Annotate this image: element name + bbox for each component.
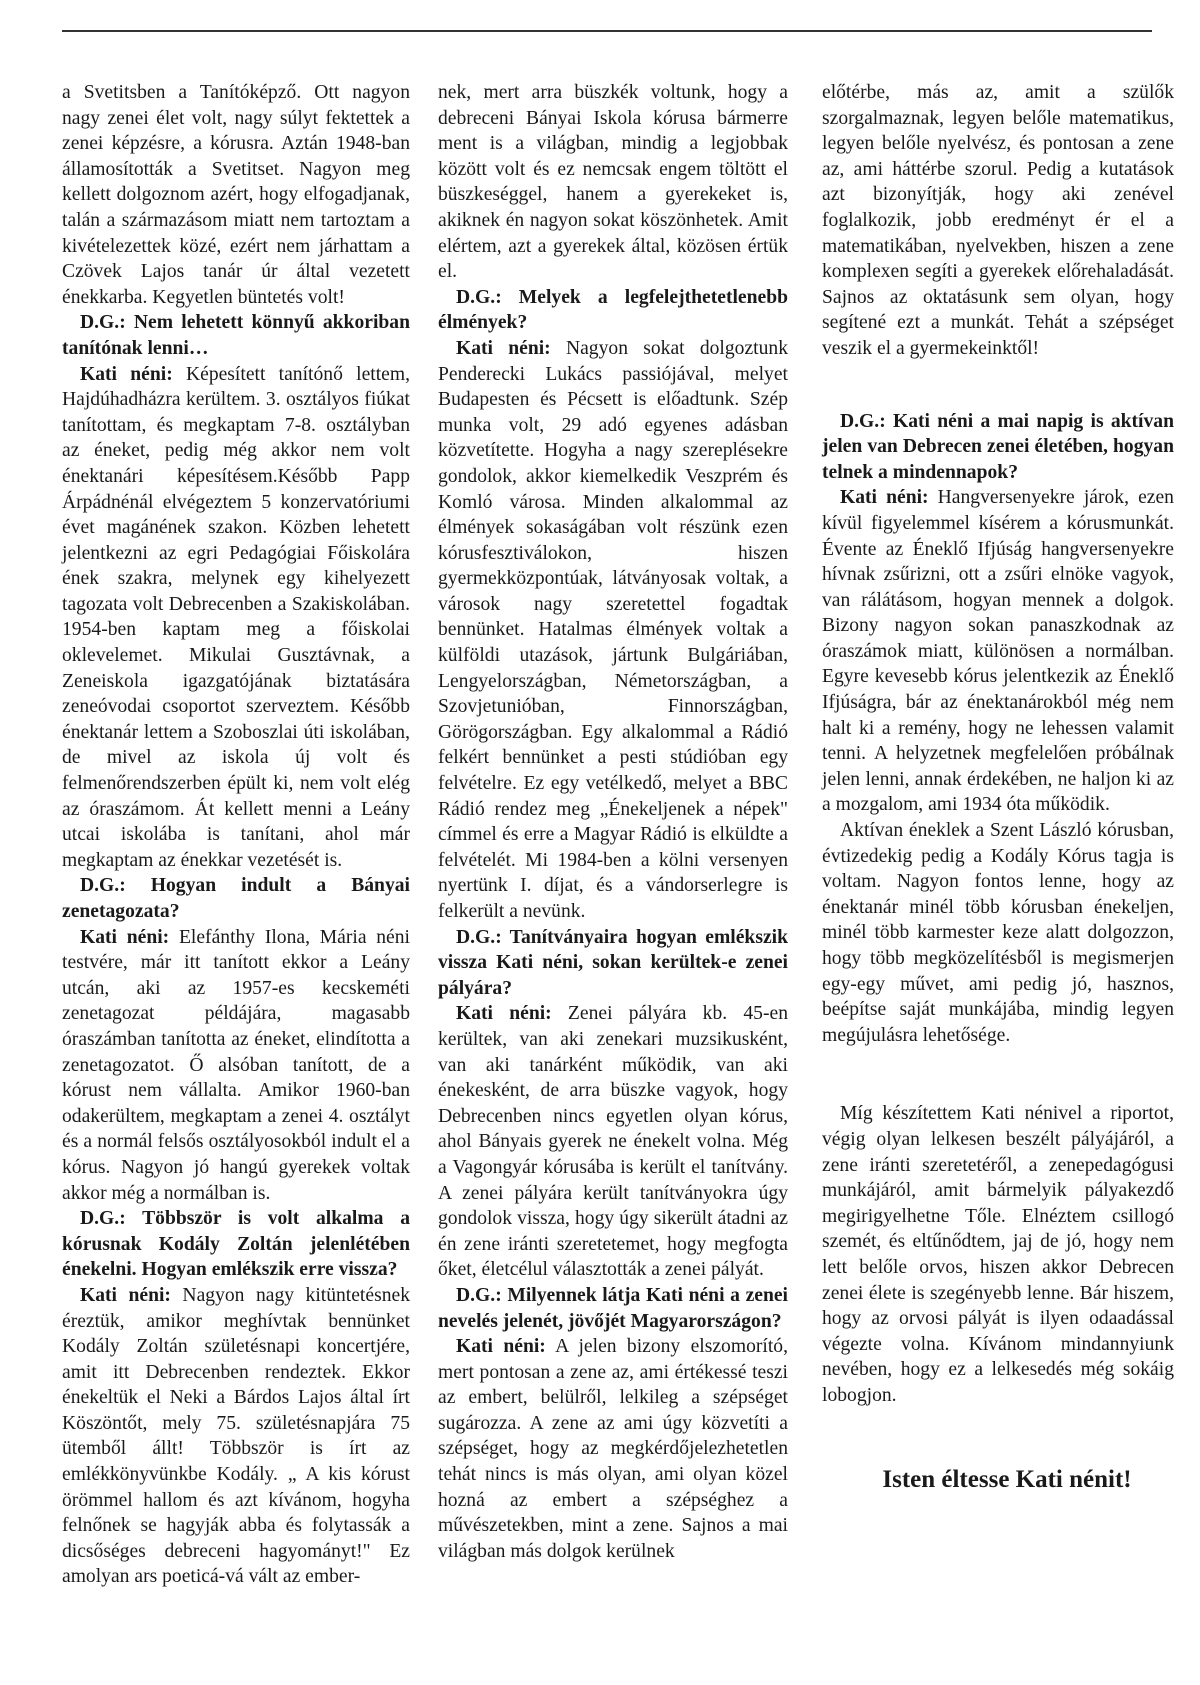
answer-paragraph	[62, 1283, 410, 1590]
speaker-label: Kati néni:	[456, 1003, 552, 1025]
spacer	[822, 1048, 1174, 1101]
answer-text: Képesített tanítónő lettem, Hajdúhadházra kerültem. 3. osztályos fiúkat tanítottam, és megkaptam 7-8. osztályban az éneket, pedig még akkor nem volt énektanári képesítésem.Később Papp Árpádnénál elvégeztem 5 konzervatóriumi évet magánének szakon. Közben lehetett jelentkezni az egri Pedagógiai Főiskolára ének szakra, melynek egy kihelyezett tagozata volt Debrecenben a Szakiskolában. 1954-ben kaptam meg a főiskolai oklevelemet. Mikulai Gusztávnak, a Zeneiskola igazgatójának biztatására zeneóvodai csoportot szerveztem. Később énektanár lettem a Szoboszlai úti iskolában, de mivel az iskola új volt és felmenőrendszerben épült ki, nem volt elég az óraszámom. Át kellett menni a Leány utcai iskolába is tanítani, ahol már megkaptam az énekkar vezetését is.	[62, 363, 410, 871]
answer-text: Hangversenyekre járok, ezen kívül figyelemmel kísérem a kórusmunkát. Évente az Éneklő Ifjúság hangversenyekre hívnak zsűrizni, ott a zsűri elnöke vagyok, van rálátásom, hogyan mennek a dolgok. Bizony nagyon sokan panaszkodnak az óraszámok miatt, különösen a normálban. Egyre kevesebb kórus jelentkezik az Éneklő Ifjúságra, bár az énektanárokból még nem halt ki a remény, hogy ne lehessen valamit tenni. A helyzetnek megfelelően próbálnak jelen lenni, annak érdekében, ne haljon ki az a mozgalom, ami 1934 óta működik.	[822, 487, 1174, 816]
answer-paragraph	[438, 1334, 788, 1564]
interviewer-question: D.G.: Kati néni a mai napig is aktívan jelen van Debrecen zenei életében, hogyan telnek a mindennapok?	[822, 410, 1174, 483]
spacer	[822, 1409, 1174, 1465]
text-column-2	[438, 80, 788, 1564]
speaker-label: Kati néni:	[456, 1336, 546, 1358]
paragraph: nek, mert arra büszkék voltunk, hogy a debreceni Bányai Iskola kórusa bármerre ment is a világban, mindig a legjobbak között volt és ez nemcsak engem töltött el büszkeséggel, hanem a gyerekeket is, akiknek én nagyon sokat köszönhetek. Amit elértem, azt a gyerekek által, közösen értük el.	[438, 82, 788, 283]
answer-text: Zenei pályára kb. 45-en kerültek, van aki zenekari muzsikusként, van aki tanárként működik, van aki énekesként, de arra büszke vagyok, hogy Debrecenben nincs egyetlen olyan kórus, ahol Bányais gyerek ne énekelt volna. Még a Vagongyár kórusába is került el tanítvány. A zenei pályára került tanítványokra úgy gondolok vissza, hogy úgy sikerült átadni az én zene iránti szeretetemet, hogy megfogta őket, életcélul választották a zenei pályát.	[438, 1003, 788, 1281]
answer-paragraph	[62, 925, 410, 1207]
answer-text: Elefánthy Ilona, Mária néni testvére, már itt tanított ekkor a Leány utcán, aki az 1957-es kecskeméti zenetagozat példájára, magasabb óraszámban tanította az éneket, elindította a zenetagozatot. Ő alsóban tanított, de a kórust nem vállalta. Amikor 1960-ban odakerültem, megkaptam a zenei 4. osztályt és a normál felsős osztályosokból indult el a kórus. Nagyon jó hangú gyerekek voltak akkor még a normálban is.	[62, 926, 410, 1204]
answer-text: A jelen bizony elszomorító, mert pontosan a zene az, ami értékessé teszi az embert, belülről, lelkileg a szépséget sugározza. A zene az ami úgy közvetíti a szépséget, hogy az megkérdőjelezhetetlen tehát nincs is más olyan, ami olyan közel hozná az embert a szépséghez a művészetekben, mint a zene. Sajnos a mai világban más dolgok kerülnek	[438, 1336, 788, 1562]
paragraph: előtérbe, más az, amit a szülők szorgalmaznak, legyen belőle matematikus, legyen belőle nyelvész, és pontosan a zene az, ami háttérbe szorul. Pedig a kutatások azt bizonyítják, hogy aki zenével foglalkozik, jobb eredményt ér el a matematikában, nyelvekben, hiszen a zene komplexen segíti a gyerekek előrehaladását. Sajnos az oktatásunk sem olyan, hogy segítené ezt a munkát. Tehát a szépséget veszik el a gyermekeinktől!	[822, 82, 1174, 359]
interviewer-question: D.G.: Tanítványaira hogyan emlékszik vissza Kati néni, sokan kerültek-e zenei pályára?	[438, 926, 788, 999]
interviewer-question: D.G.: Milyennek látja Kati néni a zenei nevelés jelenét, jövőjét Magyarországon?	[438, 1284, 788, 1332]
answer-paragraph	[62, 362, 410, 874]
text-column-3	[822, 80, 1174, 1495]
text-column-1	[62, 80, 410, 1590]
answer-paragraph	[438, 1001, 788, 1283]
interviewer-question: D.G.: Többször is volt alkalma a kórusnak Kodály Zoltán jelenlétében énekelni. Hogyan emlékszik erre vissza?	[62, 1208, 410, 1281]
answer-paragraph	[438, 336, 788, 925]
speaker-label: Kati néni:	[456, 337, 551, 359]
speaker-label: Kati néni:	[80, 1284, 171, 1306]
spacer	[822, 362, 1174, 409]
speaker-label: Kati néni:	[80, 926, 170, 948]
answer-text: Nagyon nagy kitüntetésnek éreztük, amikor meghívtak bennünket Kodály Zoltán születésnapi koncertjére, amit itt Debrecenben rendeztek. Ekkor énekeltük el Neki a Bárdos Lajos által írt Köszöntőt, mely 75. születésnapjára 75 ütemből állt! Többször is írt az emlékkönyvünkbe Kodály. „ A kis kórust örömmel hallom és azt kívánom, hogyha felnőnek se hagyják abba és folytassák a dicsőséges debreceni hagyományt!" Ez amolyan ars poeticá-vá vált az ember-	[62, 1284, 410, 1588]
header-rule	[62, 30, 1152, 32]
closing-paragraph: Míg készítettem Kati nénivel a riportot, végig olyan lelkesen beszélt pályájáról, a zene iránti szeretetéről, a zenepedagógusi munkájáról, amit bármelyik pályakezdő megirigyelhetne Tőle. Elnéztem csillogó szemét, és eltűnődtem, jaj de jó, hogy nem lett belőle orvos, hiszen akkor Debrecen zenei élete is szegényebb lenne. Bár hiszem, hogy az orvosi pályát is ilyen odaadással végezte volna. Kívánom mindannyiunk nevében, hogy ez a lelkesedés még sokáig lobogjon.	[822, 1103, 1174, 1406]
interviewer-question: D.G.: Melyek a legfelejthetetlenebb élmények?	[438, 286, 788, 334]
paragraph: Aktívan éneklek a Szent László kórusban, évtizedekig pedig a Kodály Kórus tagja is voltam. Nagyon fontos lenne, hogy az énektanár minél több kórusban énekeljen, minél több karmester keze alatt dolgozzon, hogy több megközelítésből is megismerjen egy-egy művet, ami pedig jó, hasznos, beépítse saját munkájába, mindig legyen megújulásra lehetősége.	[822, 820, 1174, 1046]
answer-paragraph	[822, 485, 1174, 818]
answer-text: Nagyon sokat dolgoztunk Penderecki Lukács passiójával, melyet Budapesten és Pécsett is előadtunk. Szép munka volt, 29 adó egyenes adásban közvetítette. Hogyha a nagy szereplésekre gondolok, akkor kiemelkedik Veszprém és Komló városa. Minden alkalommal az élmények sokaságában volt részünk ezen kórusfesztiválokon, hiszen gyermekközpontúak, látványosak voltak, a városok nagy szeretettel fogadtak bennünket. Hatalmas élmények voltak a külföldi utazások, jártunk Bulgáriában, Lengyelországban, Németországban, a Szovjetunióban, Finnországban, Görögországban. Egy alkalommal a Rádió felkért bennünket a pesti stúdióban egy felvételre. Ez egy vetélkedő, melyet a BBC Rádió rendez meg „Énekeljenek a népek" címmel és erre a Magyar Rádió is elküldte a felvételét. Mi 1984-ben a kölni versenyen nyertünk I. díjat, és a vándorserlegre is felkerült a nevünk.	[438, 337, 788, 922]
interviewer-question: D.G.: Hogyan indult a Bányai zenetagozata?	[62, 875, 410, 922]
speaker-label: Kati néni:	[80, 363, 173, 385]
paragraph: a Svetitsben a Tanítóképző. Ott nagyon nagy zenei élet volt, nagy súlyt fektettek a zenei képzésre, a kórusra. Aztán 1948-ban államosították a Svetitset. Nagyon meg kellett dolgoznom azért, hogy elfogadjanak, talán a származásom miatt nem tartoztam a kivételezettek közé, ezért nem járhattam a Czövek Lajos tanár úr által vezetett énekkarba. Kegyetlen büntetés volt!	[62, 82, 410, 308]
speaker-label: Kati néni:	[840, 487, 929, 509]
interviewer-question: D.G.: Nem lehetett könnyű akkoriban tanítónak lenni…	[62, 312, 410, 359]
closing-greeting: Isten éltesse Kati nénit!	[882, 1465, 1132, 1493]
